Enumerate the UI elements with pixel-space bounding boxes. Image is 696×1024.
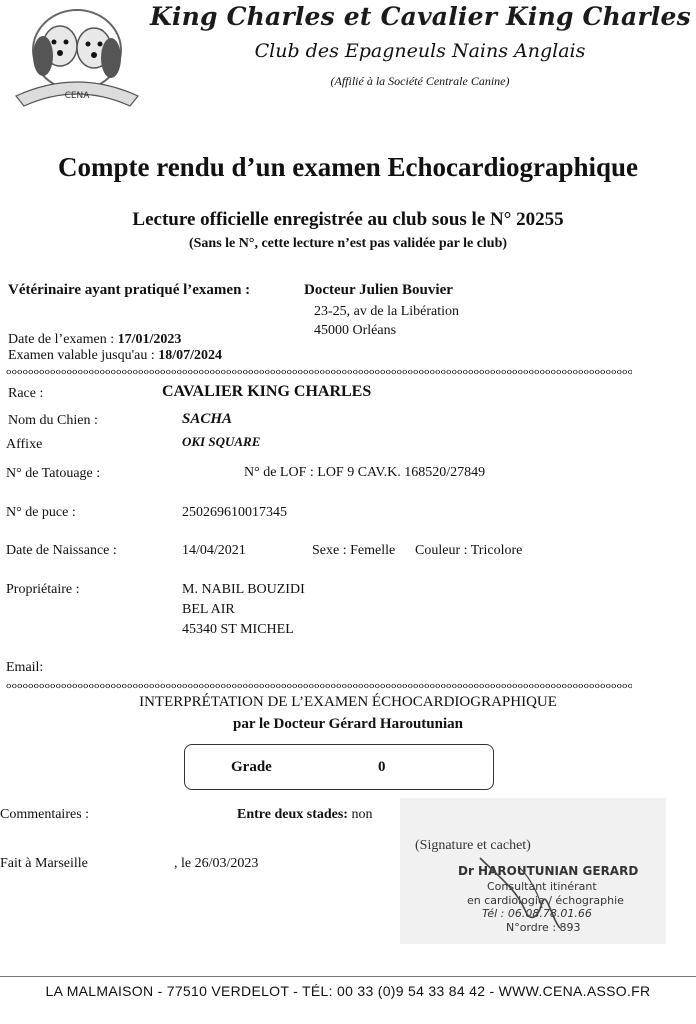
- stamp-line4: Tél : 06.08.78.01.66: [482, 907, 592, 920]
- dotted-separator: [6, 368, 632, 376]
- exam-date-label: Date de l’examen :: [8, 332, 118, 347]
- handwritten-signature: [420, 848, 640, 938]
- reading-note: (Sans le N°, cette lecture n’est pas validée par le club): [188, 236, 508, 251]
- affixe-label: Affixe: [6, 437, 43, 452]
- owner-line3: 45340 ST MICHEL: [182, 622, 294, 637]
- grade-value: 0: [378, 759, 386, 775]
- exam-date-value: 17/01/2023: [117, 332, 182, 347]
- document-title: Compte rendu d’un examen Echocardiographique: [57, 152, 639, 182]
- affixe-value: OKI SQUARE: [182, 434, 261, 449]
- race-value: CAVALIER KING CHARLES: [162, 383, 372, 400]
- signature-caption: (Signature et cachet): [415, 838, 531, 853]
- reading-line: Lecture officielle enregistrée au club sous le N° 20255: [132, 209, 564, 230]
- stamp-line1: Dr HAROUTUNIAN GERARD: [458, 864, 639, 878]
- stamp-line3: en cardiologie / échographie: [467, 894, 624, 907]
- birth-value: 14/04/2021: [182, 543, 246, 558]
- chip-value: 250269610017345: [182, 505, 287, 520]
- between-stages-label: Entre deux stades:: [237, 807, 348, 822]
- club-subtitle: Club des Epagneuls Nains Anglais: [254, 40, 586, 62]
- between-stages-row: [237, 807, 372, 823]
- sex-text: Sexe : Femelle: [312, 543, 396, 558]
- color-text: Couleur : Tricolore: [415, 543, 523, 558]
- made-at: Fait à Marseille: [0, 856, 88, 871]
- race-label: Race :: [8, 386, 44, 401]
- exam-valid-row: [8, 348, 222, 364]
- exam-valid-label: Examen valable jusqu'au :: [8, 348, 159, 363]
- comments-label: Commentaires :: [0, 807, 90, 822]
- dog-name-label: Nom du Chien :: [8, 413, 98, 428]
- interpretation-by: par le Docteur Gérard Haroutunian: [233, 716, 463, 732]
- footer-address: LA MALMAISON - 77510 VERDELOT - TÉL: 00 33 (0)9 54 33 84 42 - WWW.CENA.ASSO.FR: [45, 983, 651, 999]
- owner-line1: M. NABIL BOUZIDI: [182, 582, 305, 597]
- between-stages-value: non: [347, 807, 373, 822]
- club-logo: [10, 4, 144, 114]
- exam-date-row: [8, 332, 181, 348]
- club-title: King Charles et Cavalier King Charles: [150, 2, 691, 31]
- interpretation-title: INTERPRÉTATION DE L’EXAMEN ÉCHOCARDIOGRAPHIQUE: [139, 694, 557, 710]
- email-label: Email:: [6, 660, 44, 675]
- vet-address-line2: 45000 Orléans: [314, 323, 397, 338]
- owner-line2: BEL AIR: [182, 602, 235, 617]
- logo-text: CENA: [64, 91, 90, 101]
- tattoo-label: N° de Tatouage :: [6, 466, 101, 481]
- owner-label: Propriétaire :: [6, 582, 80, 597]
- stamp-line2: Consultant itinérant: [487, 880, 597, 893]
- vet-label: Vétérinaire ayant pratiqué l’examen :: [8, 282, 251, 298]
- club-affiliation: (Affilié à la Société Centrale Canine): [330, 74, 510, 88]
- stamp-line5: N°ordre : 893: [506, 921, 581, 934]
- vet-name: Docteur Julien Bouvier: [304, 282, 453, 298]
- signed-date: , le 26/03/2023: [174, 856, 259, 871]
- exam-valid-value: 18/07/2024: [158, 348, 223, 363]
- grade-label: Grade: [231, 759, 272, 775]
- birth-label: Date de Naissance :: [6, 543, 117, 558]
- chip-label: N° de puce :: [6, 505, 76, 520]
- lof-text: N° de LOF : LOF 9 CAV.K. 168520/27849: [244, 465, 486, 480]
- footer-divider: [0, 976, 696, 977]
- vet-address-line1: 23-25, av de la Libération: [314, 304, 460, 319]
- dog-name-value: SACHA: [182, 411, 233, 427]
- dotted-separator: [6, 682, 632, 690]
